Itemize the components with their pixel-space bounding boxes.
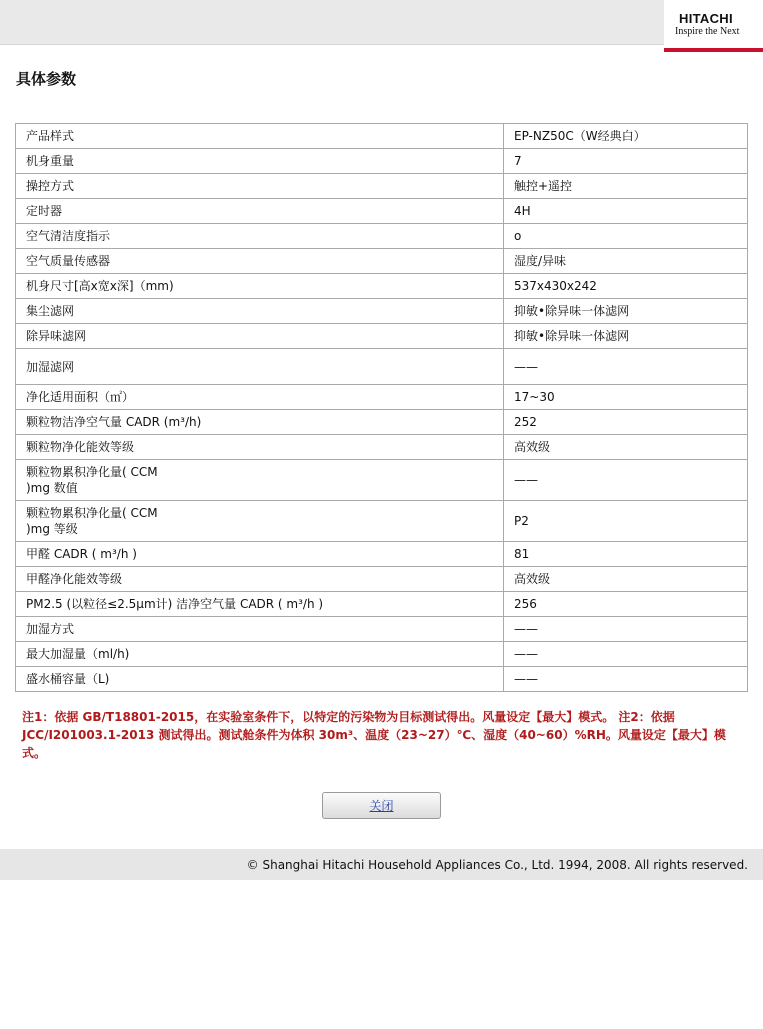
copyright-text: © Shanghai Hitachi Household Appliances Co., Ltd. 1994, 2008. All rights reserved. [246, 858, 748, 872]
spec-value: —— [504, 617, 748, 642]
spec-value: 252 [504, 410, 748, 435]
spec-row [16, 542, 748, 567]
close-button[interactable]: 关闭 [322, 792, 441, 819]
spec-row [16, 501, 748, 542]
spec-label: 机身尺寸[高x宽x深]（mm) [16, 274, 504, 299]
spec-label: 盛水桶容量（L) [16, 667, 504, 692]
spec-row [16, 567, 748, 592]
spec-value: 高效级 [504, 435, 748, 460]
spec-row [16, 224, 748, 249]
spec-row [16, 249, 748, 274]
top-bar-divider [0, 44, 763, 45]
spec-row [16, 592, 748, 617]
spec-label: 最大加湿量（ml/h) [16, 642, 504, 667]
spec-value: 17~30 [504, 385, 748, 410]
footer-bar [0, 849, 763, 880]
logo-text: HITACHI [679, 11, 733, 26]
spec-label: 机身重量 [16, 149, 504, 174]
spec-value: 高效级 [504, 567, 748, 592]
spec-label: 空气质量传感器 [16, 249, 504, 274]
spec-row [16, 199, 748, 224]
spec-label: 除异味滤网 [16, 324, 504, 349]
spec-row [16, 410, 748, 435]
spec-label: 产品样式 [16, 124, 504, 149]
spec-label: 甲醛 CADR ( m³/h ) [16, 542, 504, 567]
spec-row [16, 349, 748, 385]
spec-label: 甲醛净化能效等级 [16, 567, 504, 592]
spec-row [16, 174, 748, 199]
spec-value: 触控+遥控 [504, 174, 748, 199]
spec-row [16, 149, 748, 174]
spec-label: 颗粒物洁净空气量 CADR (m³/h) [16, 410, 504, 435]
spec-value: —— [504, 460, 748, 501]
spec-value: EP-NZ50C（W经典白） [504, 124, 748, 149]
spec-value: o [504, 224, 748, 249]
spec-label: PM2.5 (以粒径≤2.5μm计) 洁净空气量 CADR ( m³/h ) [16, 592, 504, 617]
spec-table [15, 123, 748, 692]
spec-label: 净化适用面积（㎡） [16, 385, 504, 410]
spec-value: 抑敏•除异味一体滤网 [504, 299, 748, 324]
top-bar [0, 0, 763, 44]
spec-value: P2 [504, 501, 748, 542]
spec-row [16, 667, 748, 692]
spec-row [16, 385, 748, 410]
spec-value: 256 [504, 592, 748, 617]
spec-label: 加湿方式 [16, 617, 504, 642]
spec-label: 空气清洁度指示 [16, 224, 504, 249]
spec-label: 加湿滤网 [16, 349, 504, 385]
spec-row [16, 460, 748, 501]
spec-value: 81 [504, 542, 748, 567]
spec-value: 4H [504, 199, 748, 224]
page-title: 具体参数 [16, 70, 77, 88]
footnote: 注1：依据 GB/T18801-2015，在实验室条件下，以特定的污染物为目标测试得出。风量设定【最大】模式。 注2：依据 JCC/I201003.1-2013 测试得出。测试舱条件为体积 30m³、温度（23~27）℃、湿度（40~60）%RH。风量设定【最大】模式。 [22, 710, 726, 760]
spec-value: 7 [504, 149, 748, 174]
spec-row [16, 274, 748, 299]
spec-value: —— [504, 349, 748, 385]
spec-row [16, 299, 748, 324]
spec-label: 颗粒物累积净化量( CCM )mg 数值 [16, 460, 504, 501]
spec-row [16, 324, 748, 349]
spec-label: 定时器 [16, 199, 504, 224]
spec-value: —— [504, 667, 748, 692]
spec-value: 537x430x242 [504, 274, 748, 299]
spec-value: 抑敏•除异味一体滤网 [504, 324, 748, 349]
hitachi-logo [664, 0, 763, 52]
logo-tagline: Inspire the Next [675, 26, 740, 37]
spec-value: —— [504, 642, 748, 667]
spec-label: 颗粒物累积净化量( CCM )mg 等级 [16, 501, 504, 542]
spec-label: 操控方式 [16, 174, 504, 199]
spec-label: 集尘滤网 [16, 299, 504, 324]
spec-row [16, 124, 748, 149]
spec-value: 湿度/异味 [504, 249, 748, 274]
spec-row [16, 642, 748, 667]
spec-row [16, 435, 748, 460]
spec-label: 颗粒物净化能效等级 [16, 435, 504, 460]
spec-row [16, 617, 748, 642]
